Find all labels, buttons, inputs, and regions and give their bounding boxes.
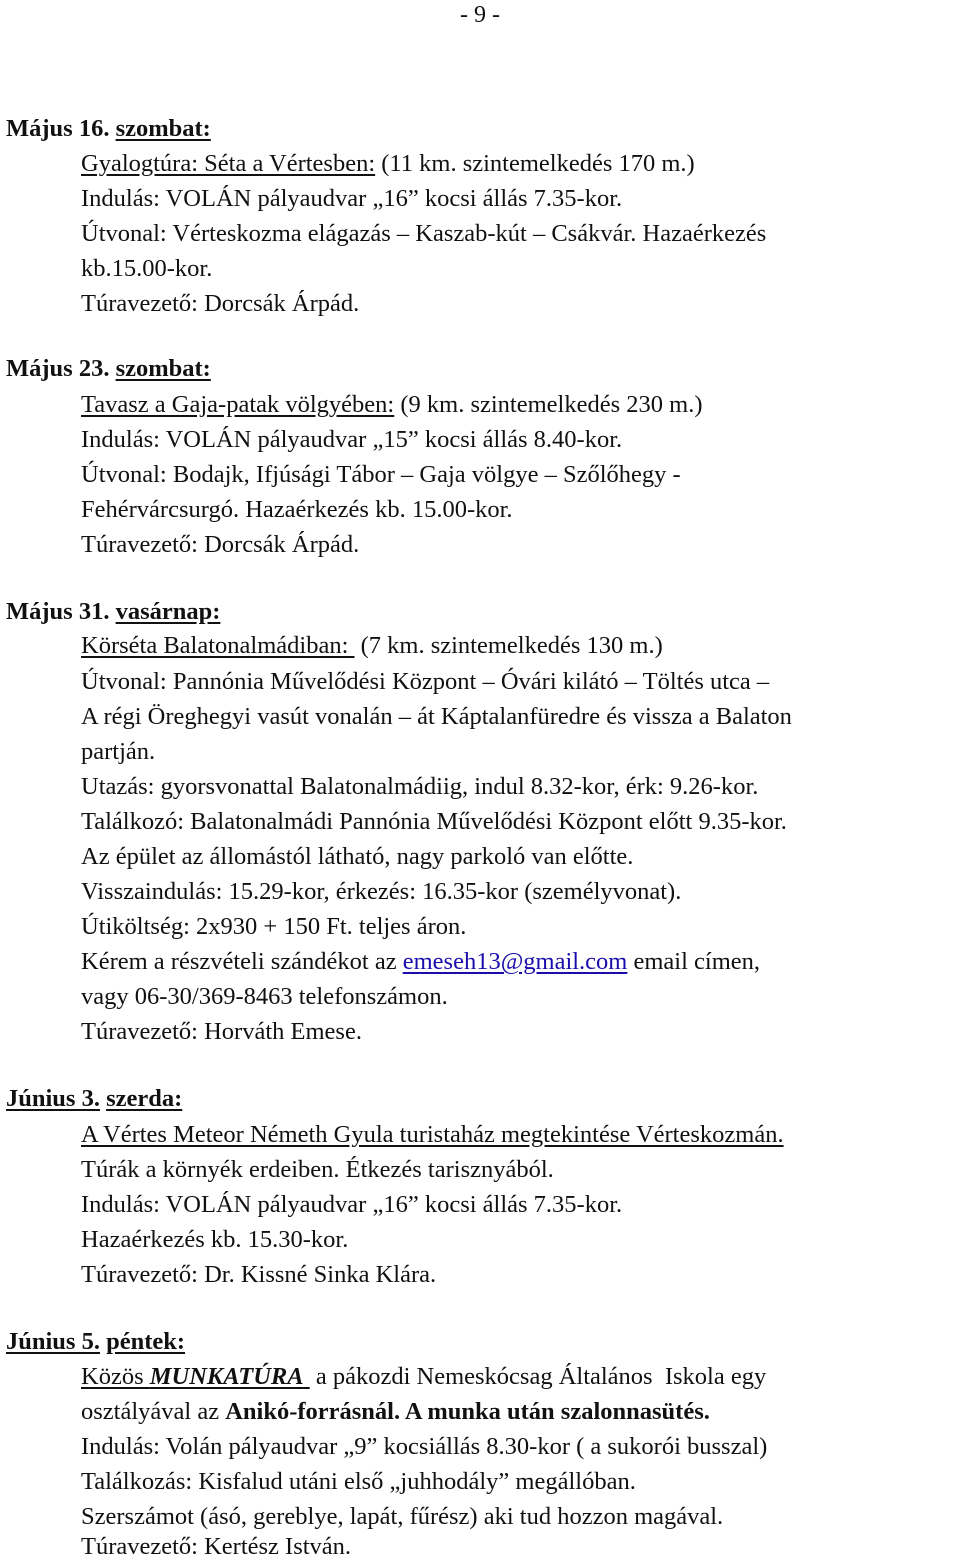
event-guide: Túravezető: Dorcsák Árpád.: [81, 290, 360, 317]
event-line: Indulás: VOLÁN pályaudvar „16” kocsi állás 7.35-kor.: [81, 185, 623, 212]
event-line: [81, 945, 760, 979]
route-text: Útvonal: Vérteskozma elágazás – Kaszab-kút – Csákvár. Hazaérkezés: [81, 220, 767, 247]
event-heading-may16: [6, 112, 211, 146]
contact-text: Kérem a részvételi szándékot az: [81, 948, 403, 975]
event-title-may31: [81, 629, 663, 663]
tour-details: a pákozdi Nemeskócsag Általános Iskola egy: [309, 1363, 767, 1390]
event-date: Június 5.: [6, 1328, 100, 1355]
event-line: Indulás: VOLÁN pályaudvar „16” kocsi állás 7.35-kor.: [81, 1191, 623, 1218]
event-line: Az épület az állomástól látható, nagy parkoló van előtte.: [81, 843, 634, 870]
event-day: vasárnap:: [115, 598, 221, 625]
event-line: Útvonal: Pannónia Művelődési Központ – Óvári kilátó – Töltés utca –: [81, 668, 770, 695]
event-line: Visszaindulás: 15.29-kor, érkezés: 16.35-kor (személyvonat).: [81, 878, 682, 905]
event-date: Május 31.: [6, 598, 110, 625]
event-guide: Túravezető: Dr. Kissné Sinka Klára.: [81, 1261, 437, 1288]
event-line: Fehérvárcsurgó. Hazaérkezés kb. 15.00-kor.: [81, 496, 513, 523]
tour-details: (7 km. szintemelkedés 130 m.): [354, 632, 663, 659]
event-date: Június 3.: [6, 1085, 100, 1112]
event-day: péntek:: [106, 1328, 186, 1355]
event-line: [81, 1395, 710, 1429]
event-heading-jun5: [6, 1325, 185, 1359]
event-date: Május 16.: [6, 115, 110, 142]
event-line: kb.15.00-kor.: [81, 255, 213, 282]
event-line: Találkozás: Kisfalud utáni első „juhhodály” megállóban.: [81, 1468, 636, 1495]
event-line: A régi Öreghegyi vasút vonalán – át Káptalanfüredre és vissza a Balaton: [81, 703, 792, 730]
tour-title-bold: MUNKATÚRA: [149, 1363, 304, 1390]
page-number: - 9 -: [460, 2, 500, 28]
event-title-may16: [81, 147, 695, 181]
event-line: Hazaérkezés kb. 15.30-kor.: [81, 1226, 349, 1253]
event-guide: Túravezető: Horváth Emese.: [81, 1018, 362, 1045]
tour-title: Gyalogtúra: Séta a Vértesben:: [81, 150, 376, 177]
event-line: Utazás: gyorsvonattal Balatonalmádiig, indul 8.32-kor, érk: 9.26-kor.: [81, 773, 759, 800]
contact-text: email címen,: [627, 948, 761, 975]
event-date: Május 23.: [6, 355, 110, 382]
event-heading-may23: [6, 352, 211, 386]
event-line: vagy 06-30/369-8463 telefonszámon.: [81, 983, 448, 1010]
event-title-may23: [81, 388, 702, 422]
event-line: Találkozó: Balatonalmádi Pannónia Művelődési Központ előtt 9.35-kor.: [81, 808, 787, 835]
tour-details: (11 km. szintemelkedés 170 m.): [375, 150, 695, 177]
event-guide: Túravezető: Dorcsák Árpád.: [81, 531, 360, 558]
event-line: partján.: [81, 738, 156, 765]
event-line: Útiköltség: 2x930 + 150 Ft. teljes áron.: [81, 913, 467, 940]
tour-title: Körséta Balatonalmádiban:: [81, 632, 355, 659]
event-line: Szerszámot (ásó, gereblye, lapát, fűrész) aki tud hozzon magával.: [81, 1503, 724, 1530]
event-day: szombat:: [115, 355, 211, 382]
tour-details: (9 km. szintemelkedés 230 m.): [394, 391, 703, 418]
event-day: szombat:: [115, 115, 211, 142]
line-bold-text: Anikó-forrásnál. A munka után szalonnasütés.: [225, 1398, 710, 1425]
tour-title-pre: Közös: [81, 1363, 150, 1390]
event-line: Indulás: VOLÁN pályaudvar „15” kocsi állás 8.40-kor.: [81, 426, 623, 453]
event-heading-may31: [6, 595, 220, 629]
event-guide: Túravezető: Kertész István.: [81, 1533, 352, 1560]
line-text: osztályával az: [81, 1398, 226, 1425]
event-heading-jun3: [6, 1082, 182, 1116]
tour-title: A Vértes Meteor Németh Gyula turistaház megtekintése Vérteskozmán.: [81, 1121, 784, 1148]
email-link[interactable]: emeseh13@gmail.com: [402, 948, 628, 975]
event-line: Útvonal: Bodajk, Ifjúsági Tábor – Gaja völgye – Szőlőhegy -: [81, 461, 681, 488]
event-day: szerda:: [106, 1085, 183, 1112]
event-line: Túrák a környék erdeiben. Étkezés tarisznyából.: [81, 1156, 554, 1183]
event-title-jun3: [81, 1118, 784, 1152]
tour-title: Tavasz a Gaja-patak völgyében:: [81, 391, 395, 418]
event-title-jun5: [81, 1360, 766, 1394]
event-line: [81, 217, 935, 251]
event-line: Indulás: Volán pályaudvar „9” kocsiállás 8.30-kor ( a sukorói busszal): [81, 1433, 768, 1460]
